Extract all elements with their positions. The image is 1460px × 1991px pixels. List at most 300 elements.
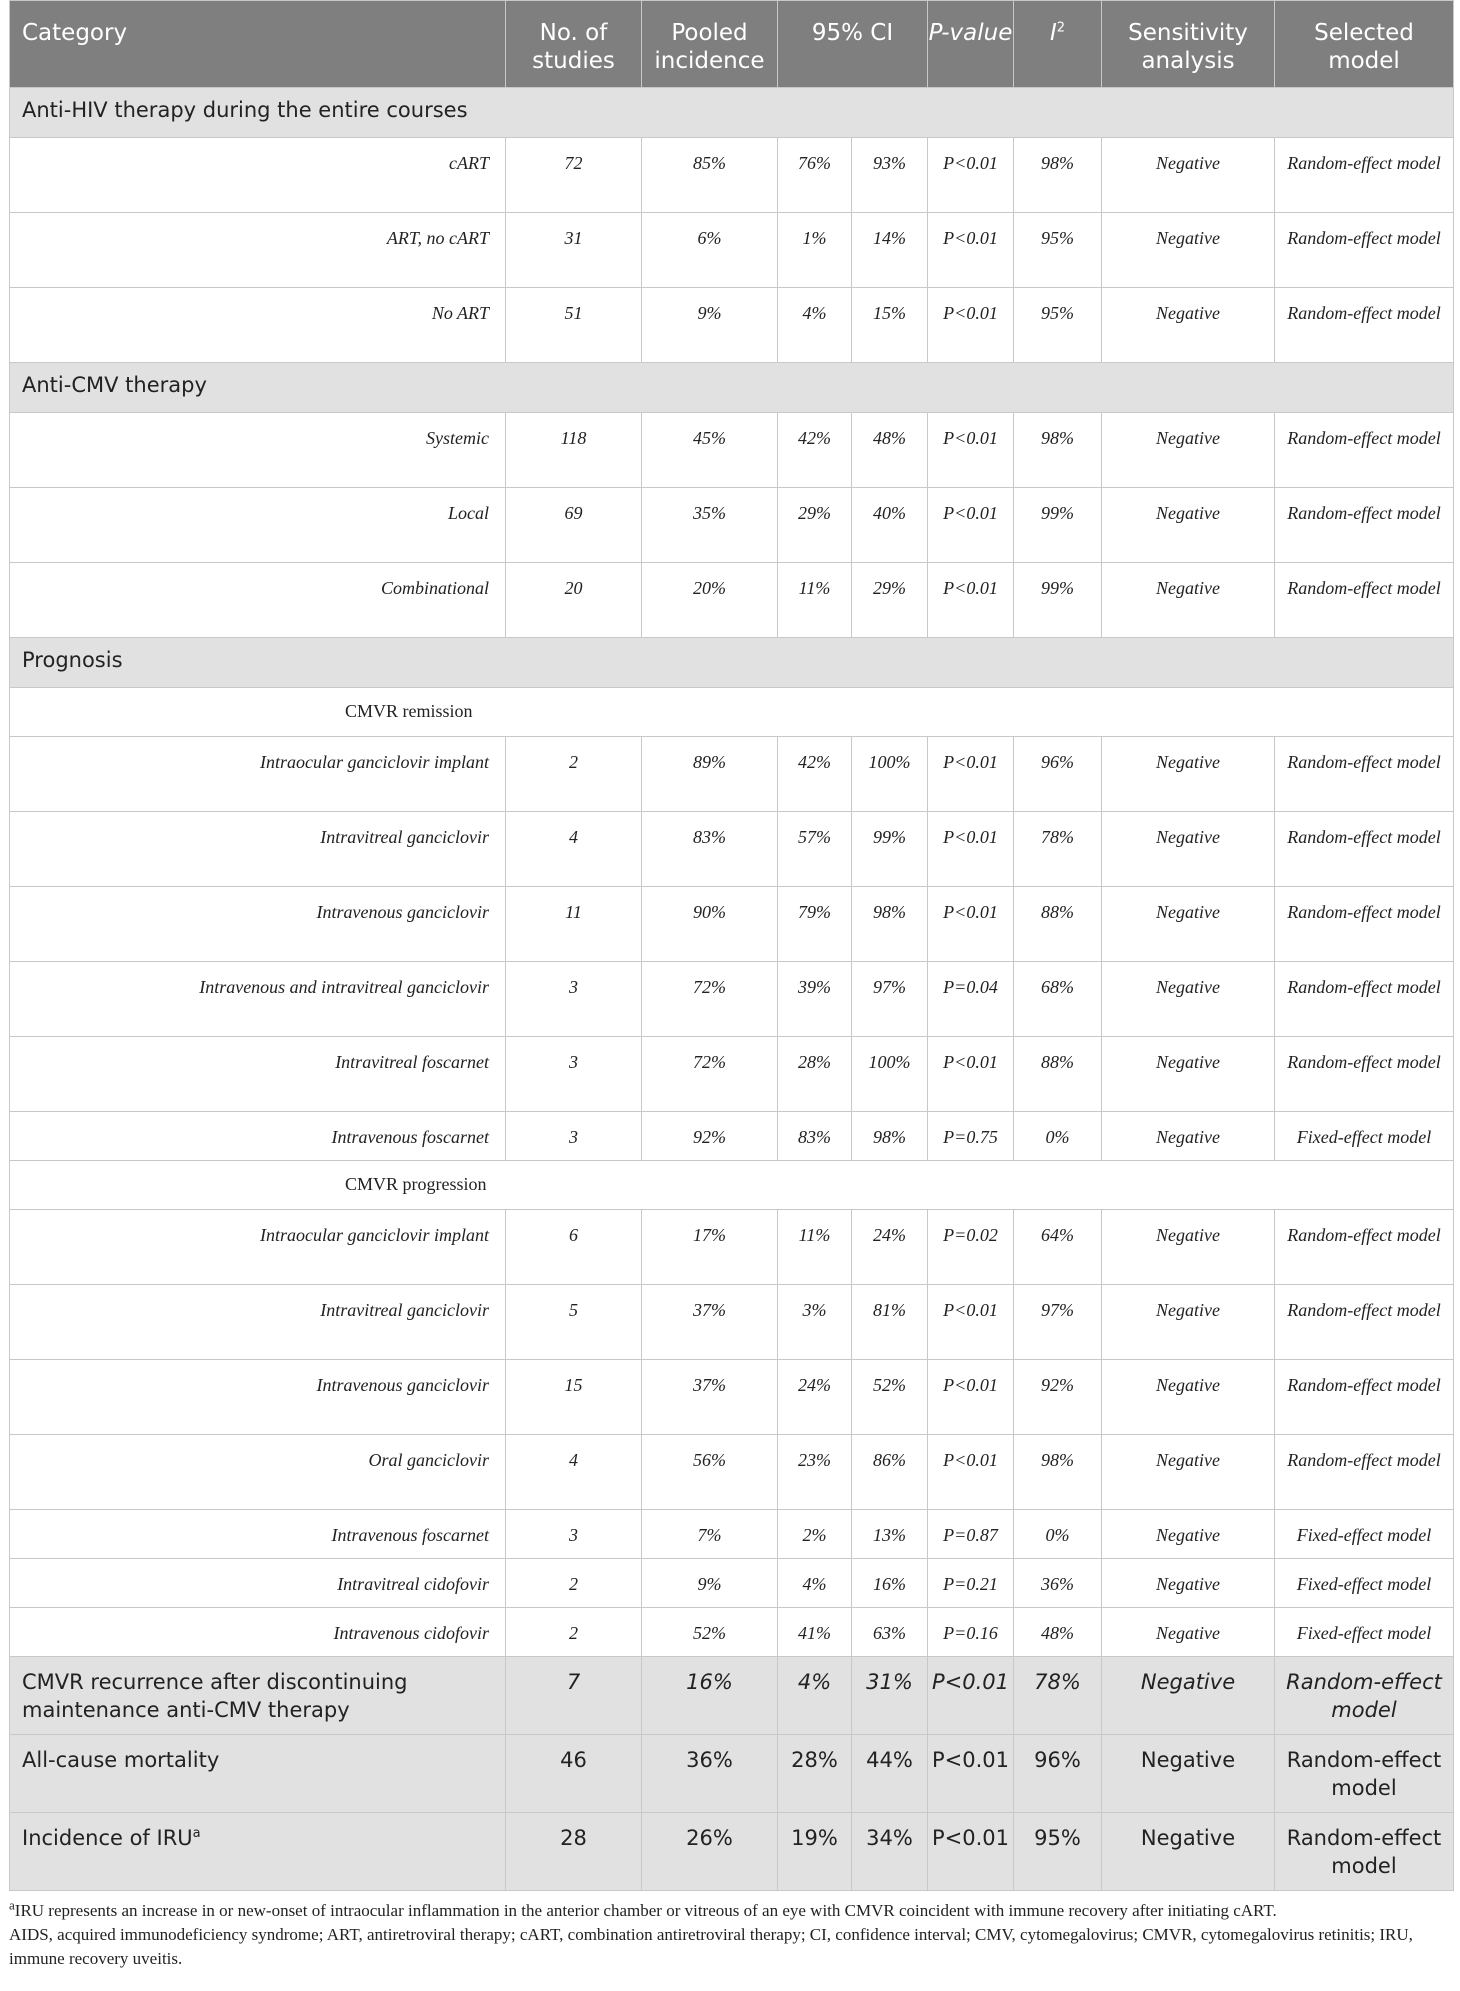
row-pvalue: [928, 138, 1014, 213]
row-i2: [1014, 812, 1102, 887]
table-row: [10, 138, 1454, 213]
row-sensitivity: [1102, 737, 1275, 812]
row-label-text: All-cause mortality: [22, 1748, 220, 1772]
row-sensitivity: [1102, 887, 1275, 962]
row-ci-lower-text: 29%: [798, 503, 831, 523]
row-ci-upper: [852, 213, 928, 288]
row-label: [10, 488, 506, 563]
row-ci-upper: [852, 1037, 928, 1112]
row-ci-upper-text: 98%: [873, 1127, 906, 1147]
row-ci-upper-text: 98%: [873, 902, 906, 922]
row-i2-text: 78%: [1041, 827, 1074, 847]
row-model-text: Random-effect model: [1287, 827, 1441, 847]
row-pooled-text: 37%: [693, 1300, 726, 1320]
row-pooled: [642, 1657, 778, 1735]
row-studies-text: 2: [569, 752, 578, 772]
row-sensitivity-text: Negative: [1156, 1300, 1220, 1320]
row-pooled: [642, 1608, 778, 1657]
row-pooled-text: 52%: [693, 1623, 726, 1643]
row-pooled: [642, 1285, 778, 1360]
row-i2: [1014, 1608, 1102, 1657]
row-ci-lower: [778, 1735, 852, 1813]
row-sensitivity-text: Negative: [1156, 1525, 1220, 1545]
row-ci-upper: [852, 1813, 928, 1891]
row-studies-text: 3: [569, 1525, 578, 1545]
row-label: [10, 288, 506, 363]
row-sensitivity: [1102, 1285, 1275, 1360]
row-pvalue-text: P=0.16: [943, 1623, 998, 1643]
row-pooled: [642, 1510, 778, 1559]
row-ci-lower-text: 76%: [798, 153, 831, 173]
row-model: [1275, 1608, 1454, 1657]
row-model-text: Random-effect model: [1287, 1052, 1441, 1072]
row-sensitivity: [1102, 288, 1275, 363]
table-row: [10, 563, 1454, 638]
row-ci-lower: [778, 1559, 852, 1608]
row-ci-upper: [852, 1657, 928, 1735]
row-studies: [506, 138, 642, 213]
row-ci-upper-text: 44%: [866, 1748, 913, 1772]
row-sensitivity: [1102, 1360, 1275, 1435]
row-ci-upper: [852, 413, 928, 488]
row-i2: [1014, 1435, 1102, 1510]
row-sensitivity-text: Negative: [1156, 1127, 1220, 1147]
row-model-text: Random-effect model: [1287, 902, 1441, 922]
table-row: [10, 1112, 1454, 1161]
row-model: [1275, 812, 1454, 887]
header-pooled: Pooled incidence: [642, 1, 778, 88]
row-studies: [506, 213, 642, 288]
results-table: [9, 0, 1454, 1891]
row-i2: [1014, 1112, 1102, 1161]
table-row: [10, 812, 1454, 887]
row-pvalue-text: P=0.21: [943, 1574, 998, 1594]
row-sensitivity-text: Negative: [1156, 153, 1220, 173]
row-ci-upper-text: 48%: [873, 428, 906, 448]
footnote-abbreviations: AIDS, acquired immunodeficiency syndrome; ART, antiretroviral therapy; cART, combination antiretroviral therapy; CI, confidence interval; CMV, cytomegalovirus; CMVR, cytomegalovirus retinitis; IRU, immune recovery uveitis.: [9, 1925, 1413, 1968]
header-category: Category: [10, 1, 506, 88]
table-row: [10, 288, 1454, 363]
row-ci-lower-text: 24%: [798, 1375, 831, 1395]
table-row: [10, 488, 1454, 563]
row-pooled: [642, 1037, 778, 1112]
row-ci-upper-text: 81%: [873, 1300, 906, 1320]
row-i2-text: 48%: [1041, 1623, 1074, 1643]
row-i2-text: 0%: [1045, 1127, 1070, 1147]
row-studies-text: 15: [564, 1375, 583, 1395]
row-label: [10, 812, 506, 887]
row-ci-lower-text: 39%: [798, 977, 831, 997]
row-label-text: No ART: [431, 303, 489, 323]
row-label: [10, 1112, 506, 1161]
row-label-text: Intraocular ganciclovir implant: [260, 752, 489, 772]
table-row: [10, 1559, 1454, 1608]
row-pvalue-text: P<0.01: [943, 752, 998, 772]
row-label: [10, 1608, 506, 1657]
row-sensitivity: [1102, 413, 1275, 488]
row-pvalue: [928, 1657, 1014, 1735]
row-ci-upper-text: 100%: [868, 752, 911, 772]
row-label-text: Intraocular ganciclovir implant: [260, 1225, 489, 1245]
row-pvalue-text: P<0.01: [943, 303, 998, 323]
row-i2: [1014, 413, 1102, 488]
row-sensitivity-text: Negative: [1140, 1826, 1236, 1850]
row-i2: [1014, 288, 1102, 363]
row-i2: [1014, 1510, 1102, 1559]
row-ci-upper-text: 99%: [873, 827, 906, 847]
row-pvalue: [928, 1608, 1014, 1657]
row-sensitivity-text: Negative: [1156, 1450, 1220, 1470]
row-pvalue: [928, 1112, 1014, 1161]
row-ci-lower: [778, 1112, 852, 1161]
row-ci-upper-text: 15%: [873, 303, 906, 323]
row-ci-upper: [852, 1285, 928, 1360]
row-label: [10, 563, 506, 638]
row-pvalue: [928, 737, 1014, 812]
row-pvalue: [928, 1360, 1014, 1435]
row-label: [10, 1813, 506, 1891]
row-model: [1275, 887, 1454, 962]
row-i2: [1014, 213, 1102, 288]
row-sensitivity-text: Negative: [1156, 902, 1220, 922]
row-i2: [1014, 1735, 1102, 1813]
row-ci-upper: [852, 288, 928, 363]
row-pooled: [642, 488, 778, 563]
subsection-progression: [10, 1161, 1454, 1210]
row-sensitivity-text: Negative: [1156, 428, 1220, 448]
row-ci-upper: [852, 737, 928, 812]
footnote-a: [9, 1899, 1453, 1923]
row-label-text: Local: [447, 503, 489, 523]
row-pooled-text: 9%: [697, 1574, 722, 1594]
header-ci: 95% CI: [778, 1, 928, 88]
row-i2: [1014, 1210, 1102, 1285]
row-sensitivity-text: Negative: [1156, 1623, 1220, 1643]
row-pooled-text: 20%: [693, 578, 726, 598]
row-sensitivity-text: Negative: [1156, 1225, 1220, 1245]
row-label: [10, 1360, 506, 1435]
row-pooled: [642, 1735, 778, 1813]
row-model-text: Random-effect model: [1287, 752, 1441, 772]
header-studies: No. of studies: [506, 1, 642, 88]
row-studies-text: 51: [564, 303, 583, 323]
subsection-remission-label: CMVR remission: [10, 688, 1454, 737]
row-model: [1275, 138, 1454, 213]
row-pvalue-text: P<0.01: [943, 578, 998, 598]
row-sensitivity-text: Negative: [1156, 303, 1220, 323]
row-ci-upper-text: 63%: [873, 1623, 906, 1643]
row-pooled-text: 36%: [686, 1748, 733, 1772]
footnote-a-text: IRU represents an increase in or new-onset of intraocular inflammation in the anterior chamber or vitreous of an eye with CMVR coincident with immune recovery after initiating cART.: [14, 1901, 1277, 1920]
row-studies: [506, 488, 642, 563]
row-label: [10, 1210, 506, 1285]
row-pooled: [642, 1435, 778, 1510]
row-pooled: [642, 962, 778, 1037]
row-label-text: Intravenous and intravitreal ganciclovir: [199, 977, 489, 997]
header-pvalue: [928, 1, 1014, 88]
row-label: [10, 887, 506, 962]
table-row: [10, 1360, 1454, 1435]
section-prognosis: [10, 638, 1454, 688]
row-pvalue-text: P<0.01: [943, 902, 998, 922]
row-ci-lower-text: 28%: [791, 1748, 838, 1772]
row-ci-lower: [778, 1510, 852, 1559]
row-label: [10, 1435, 506, 1510]
row-i2-text: 95%: [1034, 1826, 1081, 1850]
row-ci-upper: [852, 138, 928, 213]
row-studies-text: 3: [569, 1052, 578, 1072]
row-ci-lower-text: 42%: [798, 752, 831, 772]
row-pvalue: [928, 288, 1014, 363]
row-pooled-text: 83%: [693, 827, 726, 847]
row-sensitivity: [1102, 1559, 1275, 1608]
row-label-text: CMVR recurrence after discontinuing maintenance anti-CMV therapy: [22, 1670, 408, 1722]
table-footnotes: [9, 1891, 1453, 1971]
row-pooled-text: 26%: [686, 1826, 733, 1850]
row-model: [1275, 1360, 1454, 1435]
row-pooled-text: 92%: [693, 1127, 726, 1147]
row-model: [1275, 1559, 1454, 1608]
row-model-text: Random-effect model: [1287, 1375, 1441, 1395]
row-pooled-text: 16%: [686, 1670, 733, 1694]
subsection-remission: [10, 688, 1454, 737]
row-model-text: Random-effect model: [1287, 153, 1441, 173]
row-pooled: [642, 1210, 778, 1285]
row-label-text: Combinational: [380, 578, 489, 598]
row-ci-upper: [852, 1112, 928, 1161]
row-model-text: Random-effect model: [1287, 303, 1441, 323]
row-model-text: Random-effect model: [1286, 1826, 1442, 1878]
row-ci-upper: [852, 1559, 928, 1608]
row-pooled: [642, 1360, 778, 1435]
row-ci-lower: [778, 812, 852, 887]
row-ci-upper-text: 29%: [873, 578, 906, 598]
row-label-text: Intravitreal foscarnet: [335, 1052, 489, 1072]
row-sensitivity: [1102, 1608, 1275, 1657]
row-ci-lower-text: 4%: [802, 1574, 827, 1594]
row-pooled-text: 9%: [697, 303, 722, 323]
row-label-text: Intravenous cidofovir: [333, 1623, 489, 1643]
row-pooled: [642, 1112, 778, 1161]
row-pvalue-text: P<0.01: [943, 153, 998, 173]
row-sensitivity-text: Negative: [1156, 1375, 1220, 1395]
row-model-text: Fixed-effect model: [1296, 1525, 1432, 1545]
row-i2: [1014, 138, 1102, 213]
row-pvalue: [928, 962, 1014, 1037]
row-label-text: Intravenous ganciclovir: [316, 1375, 489, 1395]
row-i2-text: 36%: [1041, 1574, 1074, 1594]
table-row: [10, 1657, 1454, 1735]
row-ci-lower: [778, 1813, 852, 1891]
row-pvalue-text: P<0.01: [943, 1450, 998, 1470]
row-label-text: Intravitreal ganciclovir: [320, 1300, 489, 1320]
row-pvalue: [928, 1813, 1014, 1891]
row-studies: [506, 1360, 642, 1435]
table-row: [10, 1037, 1454, 1112]
row-studies: [506, 1510, 642, 1559]
row-sensitivity-text: Negative: [1156, 228, 1220, 248]
table-row: [10, 1510, 1454, 1559]
row-model-text: Random-effect model: [1287, 578, 1441, 598]
row-pvalue-text: P<0.01: [943, 1300, 998, 1320]
header-i2-base: I: [1049, 20, 1057, 46]
row-studies-text: 46: [560, 1748, 587, 1772]
row-studies: [506, 1112, 642, 1161]
row-pooled: [642, 812, 778, 887]
table-row: [10, 887, 1454, 962]
table-row: [10, 213, 1454, 288]
row-sensitivity-text: Negative: [1156, 1574, 1220, 1594]
row-ci-lower: [778, 488, 852, 563]
row-i2-text: 99%: [1041, 578, 1074, 598]
row-i2-text: 99%: [1041, 503, 1074, 523]
row-pvalue: [928, 1285, 1014, 1360]
row-ci-lower: [778, 962, 852, 1037]
row-i2: [1014, 1657, 1102, 1735]
row-studies-text: 11: [565, 902, 582, 922]
row-pvalue: [928, 563, 1014, 638]
row-pvalue-text: P<0.01: [943, 1375, 998, 1395]
row-ci-upper: [852, 962, 928, 1037]
row-studies: [506, 1285, 642, 1360]
row-studies-text: 28: [560, 1826, 587, 1850]
row-ci-lower-text: 4%: [797, 1670, 832, 1694]
row-studies-text: 2: [569, 1623, 578, 1643]
row-pooled-text: 56%: [693, 1450, 726, 1470]
row-label-text: Intravitreal cidofovir: [337, 1574, 489, 1594]
row-pvalue-text: P<0.01: [931, 1826, 1010, 1850]
row-sensitivity: [1102, 1657, 1275, 1735]
row-pvalue-text: P<0.01: [943, 428, 998, 448]
row-i2: [1014, 488, 1102, 563]
table-row: [10, 1813, 1454, 1891]
row-i2-text: 96%: [1034, 1748, 1081, 1772]
row-pvalue: [928, 213, 1014, 288]
subsection-progression-label: CMVR progression: [10, 1161, 1454, 1210]
row-studies-text: 5: [569, 1300, 578, 1320]
row-ci-upper: [852, 1735, 928, 1813]
row-pvalue-text: P=0.02: [943, 1225, 998, 1245]
row-label-superscript: a: [192, 1826, 201, 1841]
row-pvalue-text: P<0.01: [931, 1748, 1010, 1772]
row-ci-upper-text: 24%: [873, 1225, 906, 1245]
row-studies-text: 3: [569, 977, 578, 997]
row-studies-text: 20: [564, 578, 583, 598]
row-ci-upper-text: 93%: [873, 153, 906, 173]
row-model: [1275, 1037, 1454, 1112]
row-pooled-text: 72%: [693, 977, 726, 997]
row-model: [1275, 1735, 1454, 1813]
results-table-container: [9, 0, 1453, 1971]
row-sensitivity: [1102, 1210, 1275, 1285]
row-ci-upper-text: 52%: [873, 1375, 906, 1395]
row-studies-text: 2: [569, 1574, 578, 1594]
row-sensitivity: [1102, 213, 1275, 288]
row-sensitivity: [1102, 1813, 1275, 1891]
row-ci-lower-text: 1%: [802, 228, 827, 248]
row-i2: [1014, 1813, 1102, 1891]
row-ci-upper-text: 34%: [866, 1826, 913, 1850]
row-pvalue-text: P<0.01: [943, 827, 998, 847]
row-pooled-text: 85%: [693, 153, 726, 173]
row-label: [10, 1037, 506, 1112]
row-model-text: Random-effect model: [1287, 977, 1441, 997]
row-pooled-text: 37%: [693, 1375, 726, 1395]
row-label-text: Oral ganciclovir: [368, 1450, 489, 1470]
row-model-text: Random-effect model: [1287, 1225, 1441, 1245]
row-model-text: Random-effect model: [1287, 503, 1441, 523]
row-ci-lower: [778, 288, 852, 363]
table-row: [10, 1608, 1454, 1657]
row-studies-text: 118: [560, 428, 587, 448]
row-pvalue-text: P<0.01: [943, 228, 998, 248]
row-ci-lower-text: 11%: [798, 1225, 831, 1245]
row-label-text: Systemic: [426, 428, 489, 448]
row-label: [10, 962, 506, 1037]
row-pooled-text: 17%: [693, 1225, 726, 1245]
row-model: [1275, 563, 1454, 638]
row-pooled: [642, 1813, 778, 1891]
row-pooled: [642, 413, 778, 488]
footnote-a-marker: a: [9, 1897, 15, 1913]
row-i2-text: 78%: [1034, 1670, 1081, 1694]
row-pooled: [642, 138, 778, 213]
row-label: [10, 737, 506, 812]
row-pvalue: [928, 1559, 1014, 1608]
section-prognosis-label: Prognosis: [10, 638, 1454, 688]
row-label: [10, 138, 506, 213]
row-model: [1275, 1210, 1454, 1285]
row-ci-lower-text: 19%: [791, 1826, 838, 1850]
row-pvalue-text: P<0.01: [931, 1670, 1010, 1694]
header-model: Selected model: [1275, 1, 1454, 88]
row-pvalue: [928, 488, 1014, 563]
row-studies-text: 31: [564, 228, 583, 248]
row-pooled-text: 45%: [693, 428, 726, 448]
row-ci-lower: [778, 1657, 852, 1735]
row-ci-lower: [778, 1285, 852, 1360]
row-i2-text: 88%: [1041, 902, 1074, 922]
header-pvalue-text: P-value: [928, 20, 1013, 46]
row-i2: [1014, 1360, 1102, 1435]
row-studies: [506, 737, 642, 812]
row-pvalue-text: P=0.87: [943, 1525, 998, 1545]
row-ci-upper: [852, 1608, 928, 1657]
row-ci-upper-text: 13%: [873, 1525, 906, 1545]
row-label-text: Intravenous foscarnet: [331, 1127, 489, 1147]
row-ci-lower: [778, 887, 852, 962]
row-model: [1275, 1112, 1454, 1161]
table-row: [10, 1735, 1454, 1813]
row-label-text: Incidence of IRU: [22, 1826, 193, 1850]
row-pvalue: [928, 887, 1014, 962]
row-ci-upper-text: 31%: [866, 1670, 913, 1694]
row-pvalue: [928, 1735, 1014, 1813]
row-ci-upper-text: 14%: [873, 228, 906, 248]
row-model: [1275, 1657, 1454, 1735]
row-pvalue-text: P<0.01: [943, 503, 998, 523]
row-model: [1275, 413, 1454, 488]
row-sensitivity-text: Negative: [1156, 752, 1220, 772]
table-row: [10, 1435, 1454, 1510]
row-ci-upper: [852, 1360, 928, 1435]
row-ci-lower: [778, 1435, 852, 1510]
row-ci-upper-text: 40%: [873, 503, 906, 523]
row-i2: [1014, 1559, 1102, 1608]
row-pvalue-text: P<0.01: [943, 1052, 998, 1072]
table-row: [10, 413, 1454, 488]
row-pvalue: [928, 1435, 1014, 1510]
